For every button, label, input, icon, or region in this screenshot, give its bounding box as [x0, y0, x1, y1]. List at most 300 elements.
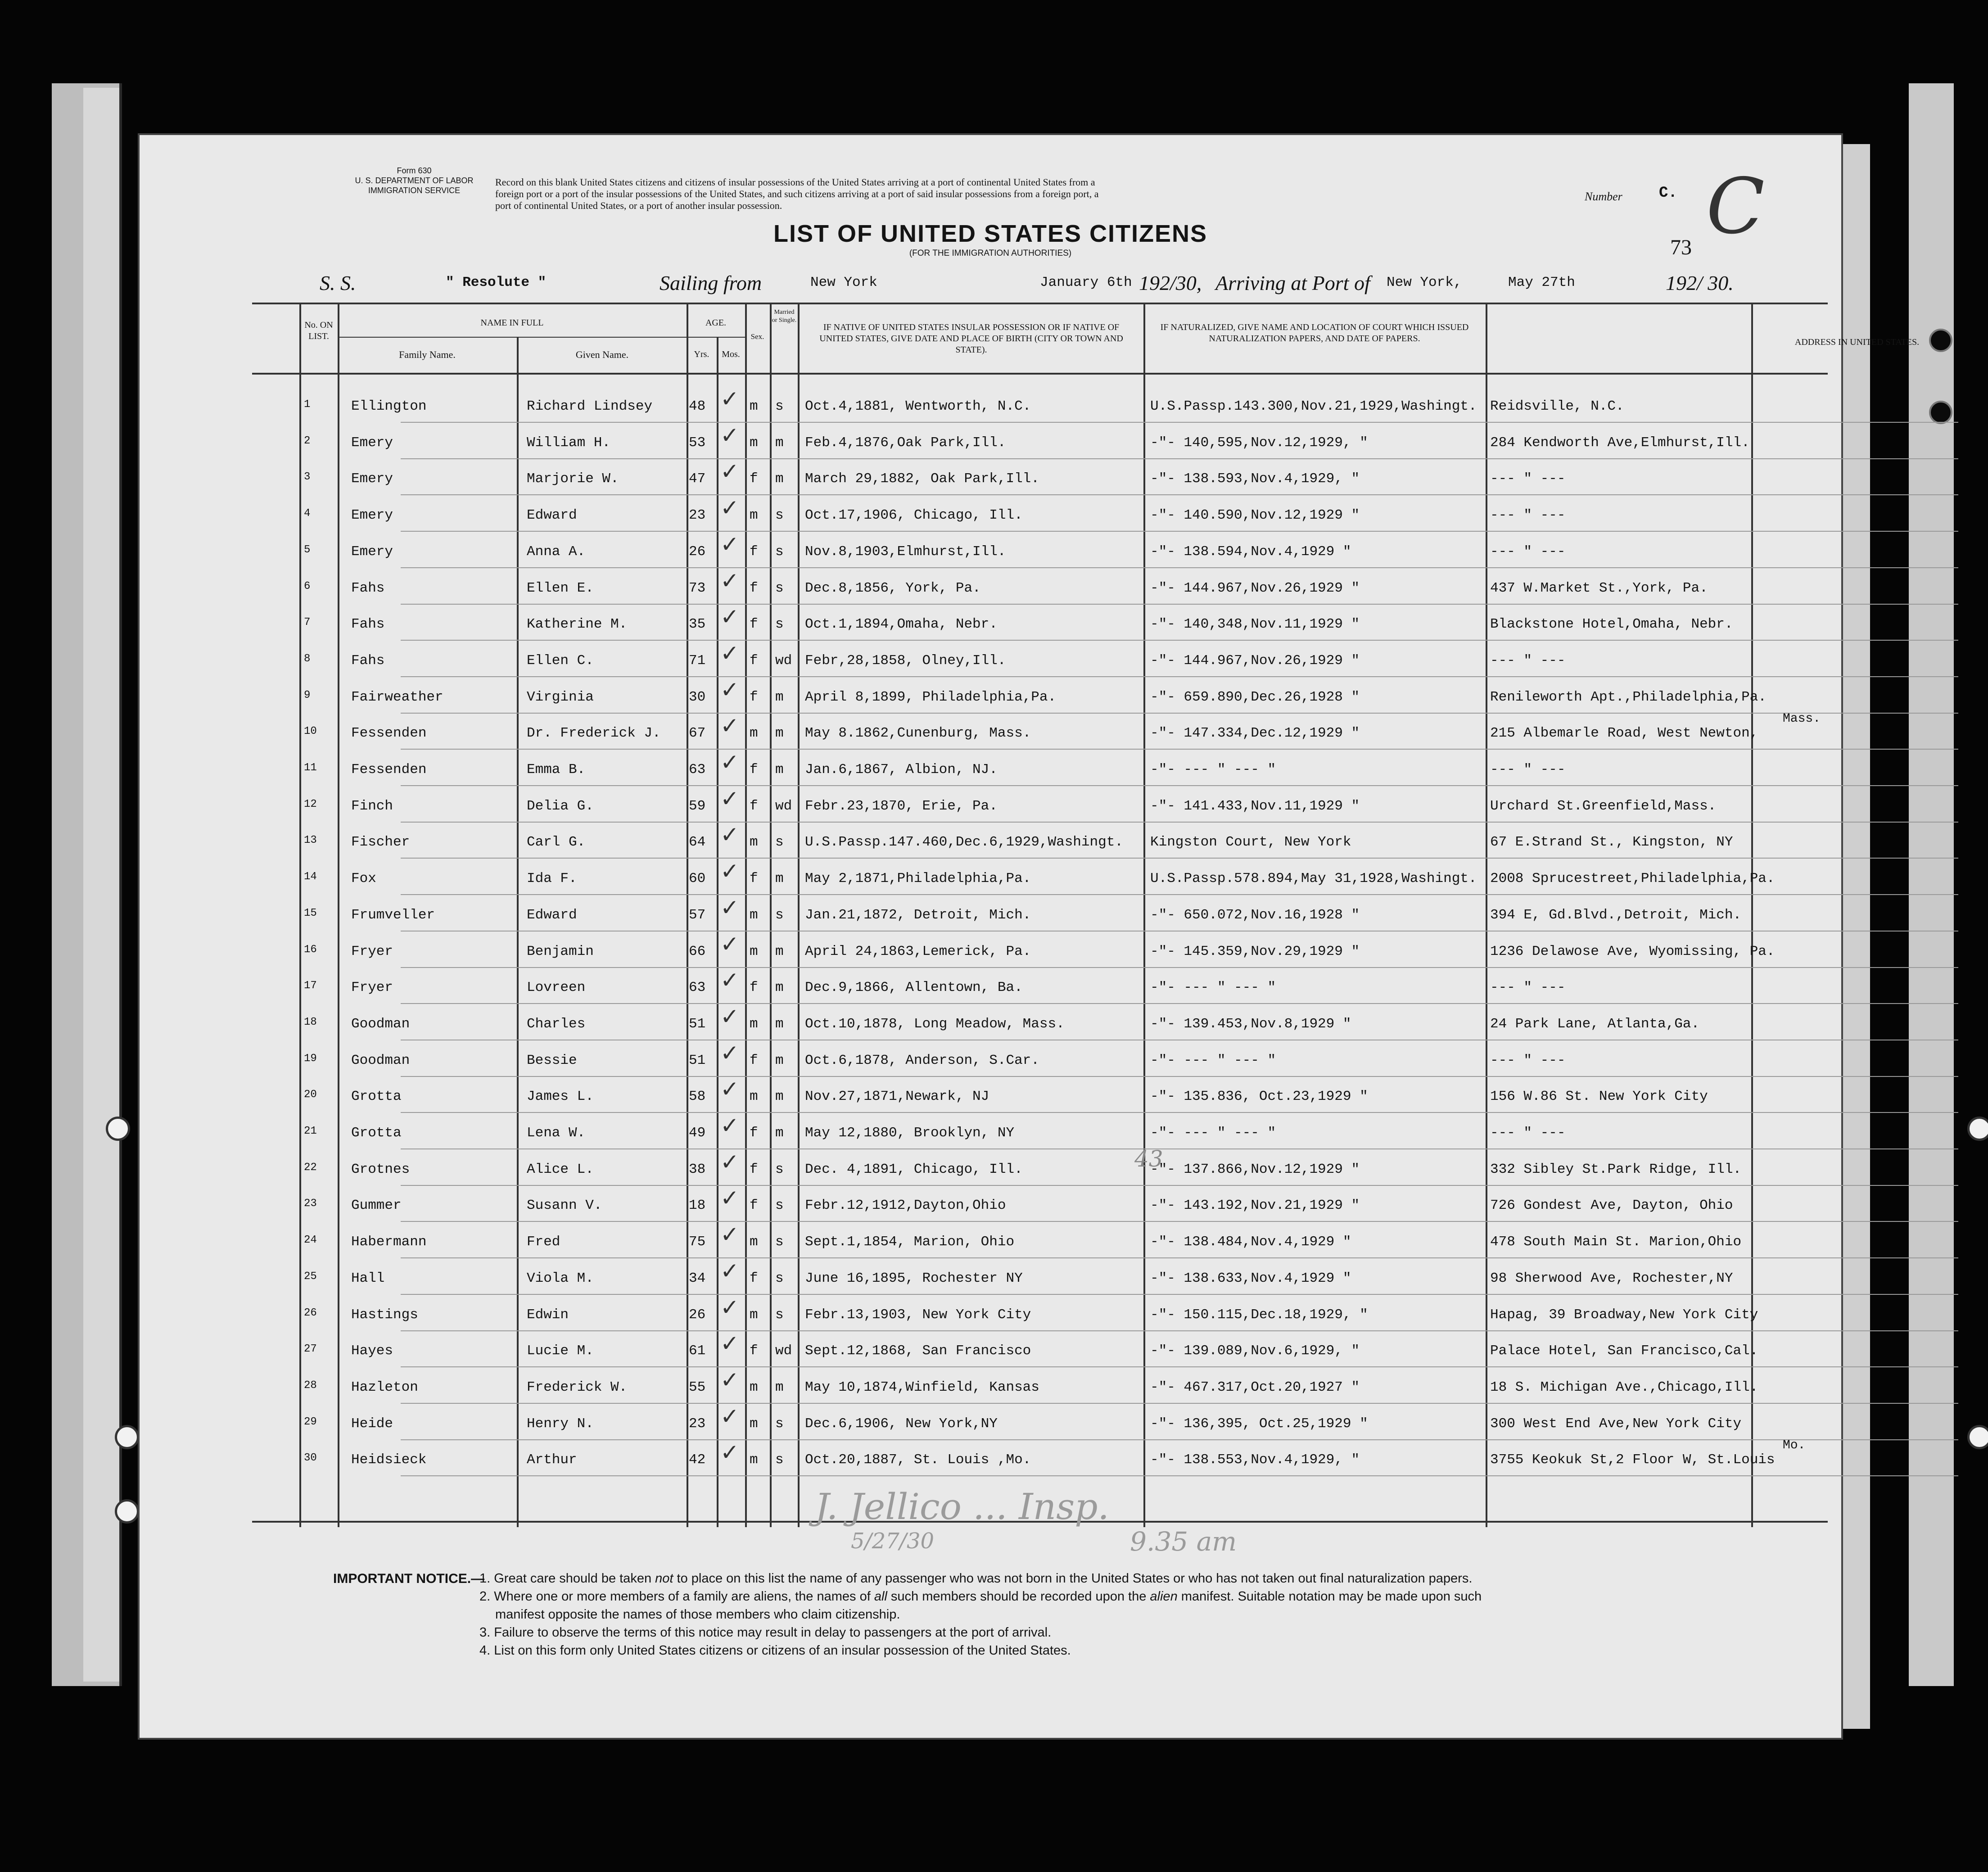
marital-status: s	[775, 1234, 784, 1250]
marital-status: m	[775, 1016, 784, 1032]
given-name: Emma B.	[527, 762, 586, 778]
given-name: Henry N.	[527, 1415, 594, 1432]
row-rule	[401, 422, 1958, 423]
check-mark: ✓	[720, 1149, 739, 1175]
notice-emphasis: alien	[1150, 1589, 1178, 1604]
given-name: Dr. Frederick J.	[527, 725, 661, 742]
ship-name: " Resolute "	[446, 275, 547, 290]
row-number: 21	[304, 1125, 317, 1137]
age-years: 38	[689, 1161, 706, 1177]
age-years: 23	[689, 507, 706, 524]
family-name: Fessenden	[351, 725, 427, 742]
birth-info: Nov.27,1871,Newark, NJ	[805, 1089, 989, 1105]
birth-info: Dec.6,1906, New York,NY	[805, 1415, 998, 1432]
birth-info: Febr.23,1870, Erie, Pa.	[805, 798, 998, 814]
birth-info: Oct.1,1894,Omaha, Nebr.	[805, 616, 998, 633]
check-mark: ✓	[720, 1439, 739, 1466]
address: 394 E, Gd.Blvd.,Detroit, Mich.	[1490, 907, 1742, 923]
given-name: Bessie	[527, 1052, 577, 1068]
page-title: LIST OF UNITED STATES CITIZENS	[773, 220, 1207, 247]
row-number: 15	[304, 907, 317, 919]
address: --- " ---	[1490, 471, 1566, 487]
page-stack-edge	[1841, 144, 1870, 1729]
given-name: Lena W.	[527, 1125, 586, 1141]
naturalization-info: -"- 144.967,Nov.26,1929 "	[1150, 652, 1360, 669]
row-number: 4	[304, 507, 311, 520]
age-years: 48	[689, 398, 706, 414]
sail-year: 192/30,	[1139, 271, 1202, 294]
age-years: 55	[689, 1379, 706, 1395]
age-years: 34	[689, 1270, 706, 1286]
sex: f	[750, 762, 758, 778]
marital-status: wd	[775, 798, 792, 814]
address: 2008 Sprucestreet,Philadelphia,Pa.	[1490, 871, 1775, 887]
address: Palace Hotel, San Francisco,Cal.	[1490, 1343, 1758, 1359]
family-name: Fryer	[351, 980, 393, 996]
address: 98 Sherwood Ave, Rochester,NY	[1490, 1270, 1733, 1286]
address: 332 Sibley St.Park Ridge, Ill.	[1490, 1161, 1742, 1177]
margin-mark: 43	[1134, 1146, 1163, 1172]
col-divider	[1143, 303, 1145, 1527]
address: Urchard St.Greenfield,Mass.	[1490, 798, 1717, 814]
row-number: 14	[304, 871, 317, 883]
header-name-in-full: NAME IN FULL	[480, 318, 544, 328]
marital-status: s	[775, 1161, 784, 1177]
row-number: 11	[304, 762, 317, 774]
check-mark: ✓	[720, 822, 739, 848]
check-mark: ✓	[720, 1330, 739, 1357]
row-number: 9	[304, 689, 311, 701]
naturalization-info: -"- 138.553,Nov.4,1929, "	[1150, 1452, 1360, 1468]
marital-status: wd	[775, 1343, 792, 1359]
inspector-signature: J. Jellico ... Insp.	[815, 1486, 1109, 1528]
birth-info: May 12,1880, Brooklyn, NY	[805, 1125, 1015, 1141]
birth-info: Febr,28,1858, Olney,Ill.	[805, 652, 1006, 669]
col-divider	[745, 303, 747, 1527]
given-name: William H.	[527, 434, 611, 451]
sheet-number: 73	[1670, 235, 1692, 259]
address: --- " ---	[1490, 1052, 1566, 1068]
arriving-label: Arriving at Port of	[1215, 271, 1370, 294]
row-rule	[401, 785, 1958, 786]
row-rule	[401, 458, 1958, 459]
sex: m	[750, 1016, 758, 1032]
row-rule	[401, 1403, 1958, 1404]
marital-status: s	[775, 1307, 784, 1323]
naturalization-info: -"- --- " --- "	[1150, 980, 1276, 996]
notice-heading: IMPORTANT NOTICE.—	[333, 1571, 485, 1586]
birth-info: June 16,1895, Rochester NY	[805, 1270, 1023, 1286]
row-rule	[401, 1076, 1958, 1077]
row-rule	[401, 1221, 1958, 1222]
birth-info: Sept.12,1868, San Francisco	[805, 1343, 1031, 1359]
age-years: 30	[689, 689, 706, 705]
row-number: 1	[304, 398, 311, 411]
check-mark: ✓	[720, 1112, 739, 1139]
marital-status: m	[775, 471, 784, 487]
naturalization-info: -"- 467.317,Oct.20,1927 "	[1150, 1379, 1360, 1395]
birth-info: Dec.9,1866, Allentown, Ba.	[805, 980, 1023, 996]
given-name: Virginia	[527, 689, 594, 705]
row-number: 12	[304, 798, 317, 810]
check-mark: ✓	[720, 386, 739, 412]
naturalization-info: -"- 139.453,Nov.8,1929 "	[1150, 1016, 1351, 1032]
marital-status: m	[775, 762, 784, 778]
col-divider	[299, 303, 301, 1527]
row-number: 28	[304, 1379, 317, 1392]
check-mark: ✓	[720, 1003, 739, 1030]
birth-info: Oct.20,1887, St. Louis ,Mo.	[805, 1452, 1031, 1468]
address: 215 Albemarle Road, West Newton,	[1490, 725, 1758, 742]
sex: f	[750, 871, 758, 887]
marital-status: s	[775, 507, 784, 524]
age-years: 26	[689, 543, 706, 560]
birth-info: April 8,1899, Philadelphia,Pa.	[805, 689, 1057, 705]
arrival-port: New York,	[1387, 275, 1462, 290]
number-value: C.	[1659, 185, 1677, 202]
naturalization-info: -"- 138.633,Nov.4,1929 "	[1150, 1270, 1351, 1286]
marital-status: s	[775, 907, 784, 923]
given-name: Anna A.	[527, 543, 586, 560]
header-naturalized: IF NATURALIZED, GIVE NAME AND LOCATION OF COURT WHICH ISSUED NATURALIZATION PAPERS, AND DATE OF PAPERS.	[1160, 322, 1469, 344]
marital-status: m	[775, 725, 784, 742]
marital-status: m	[775, 434, 784, 451]
row-rule	[401, 676, 1958, 677]
naturalization-info: -"- --- " --- "	[1150, 1052, 1276, 1068]
row-rule	[401, 1330, 1958, 1331]
check-mark: ✓	[720, 531, 739, 557]
notice-item-3: 3. Failure to observe the terms of this notice may result in delay to passengers at the port of arrival.	[479, 1625, 1052, 1640]
birth-info: May 10,1874,Winfield, Kansas	[805, 1379, 1039, 1395]
sex: f	[750, 471, 758, 487]
table-top-border	[252, 303, 1828, 304]
check-mark: ✓	[720, 1076, 739, 1103]
marital-status: m	[775, 943, 784, 959]
binder-hole	[1967, 1425, 1988, 1449]
naturalization-info: -"- 659.890,Dec.26,1928 "	[1150, 689, 1360, 705]
address: Renileworth Apt.,Philadelphia,Pa.	[1490, 689, 1767, 705]
naturalization-info: -"- 150.115,Dec.18,1929, "	[1150, 1307, 1368, 1323]
given-name: Ida F.	[527, 871, 577, 887]
family-name: Grotta	[351, 1089, 402, 1105]
page-subtitle: (FOR THE IMMIGRATION AUTHORITIES)	[909, 249, 1072, 258]
row-number: 30	[304, 1452, 317, 1465]
address: --- " ---	[1490, 543, 1566, 560]
col-divider	[338, 303, 339, 1527]
col-divider	[1486, 303, 1487, 1527]
birth-info: Febr.13,1903, New York City	[805, 1307, 1031, 1323]
row-number: 24	[304, 1234, 317, 1247]
family-name: Frumveller	[351, 907, 435, 923]
col-divider	[717, 337, 718, 1527]
department: U. S. DEPARTMENT OF LABOR	[355, 176, 474, 185]
naturalization-info: -"- 147.334,Dec.12,1929 "	[1150, 725, 1360, 742]
header-mos: Mos.	[722, 349, 740, 359]
age-years: 73	[689, 580, 706, 596]
row-rule	[401, 1112, 1958, 1113]
notice-text: to place on this list the name of any passenger who was not born in the United States or who has not taken out final naturalization papers.	[673, 1571, 1473, 1586]
binder-hole	[106, 1117, 130, 1141]
family-name: Habermann	[351, 1234, 427, 1250]
age-years: 67	[689, 725, 706, 742]
marital-status: m	[775, 980, 784, 996]
sex: m	[750, 398, 758, 414]
given-name: Delia G.	[527, 798, 594, 814]
address: Reidsville, N.C.	[1490, 398, 1624, 414]
sex: m	[750, 943, 758, 959]
row-rule	[401, 494, 1958, 495]
age-years: 18	[689, 1198, 706, 1214]
age-years: 51	[689, 1016, 706, 1032]
address: --- " ---	[1490, 762, 1566, 778]
sex: m	[750, 1089, 758, 1105]
address: 3755 Keokuk St,2 Floor W, St.Louis	[1490, 1452, 1775, 1468]
family-name: Fahs	[351, 580, 385, 596]
notice-text: 1. Great care should be taken	[479, 1571, 655, 1586]
address: 18 S. Michigan Ave.,Chicago,Ill.	[1490, 1379, 1758, 1395]
notice-item-4: 4. List on this form only United States citizens or citizens of an insular possession of the United States.	[479, 1643, 1071, 1658]
marital-status: m	[775, 1089, 784, 1105]
notice-text: manifest. Suitable notation may be made upon such	[1177, 1589, 1482, 1604]
naturalization-info: Kingston Court, New York	[1150, 834, 1351, 850]
header-address: ADDRESS IN UNITED STATES.	[1794, 337, 1920, 347]
birth-info: Dec.8,1856, York, Pa.	[805, 580, 981, 596]
marital-status: s	[775, 543, 784, 560]
naturalization-info: -"- 138.594,Nov.4,1929 "	[1150, 543, 1351, 560]
birth-info: Oct.10,1878, Long Meadow, Mass.	[805, 1016, 1065, 1032]
row-number: 20	[304, 1089, 317, 1101]
row-number: 8	[304, 652, 311, 665]
left-binder-page-edge	[83, 88, 119, 1682]
sex: m	[750, 1452, 758, 1468]
row-number: 6	[304, 580, 311, 592]
given-name: Arthur	[527, 1452, 577, 1468]
family-name: Ellington	[351, 398, 427, 414]
naturalization-info: -"- 144.967,Nov.26,1929 "	[1150, 580, 1360, 596]
marital-status: m	[775, 1379, 784, 1395]
age-years: 35	[689, 616, 706, 633]
birth-info: Oct.4,1881, Wentworth, N.C.	[805, 398, 1031, 414]
instructions-line: Record on this blank United States citizens and citizens of insular possessions of the United States arriving at a port of continental United States from a	[495, 176, 1095, 188]
service: IMMIGRATION SERVICE	[368, 186, 461, 195]
binder-hole	[115, 1425, 139, 1449]
header-bottom-border	[252, 373, 1828, 375]
birth-info: Dec. 4,1891, Chicago, Ill.	[805, 1161, 1023, 1177]
row-rule	[401, 749, 1958, 750]
given-name: Susann V.	[527, 1198, 602, 1214]
naturalization-info: -"- 136,395, Oct.25,1929 "	[1150, 1415, 1368, 1432]
check-mark: ✓	[720, 749, 739, 775]
header-yrs: Yrs.	[694, 349, 709, 359]
family-name: Hazleton	[351, 1379, 418, 1395]
row-number: 29	[304, 1415, 317, 1428]
given-name: James L.	[527, 1089, 594, 1105]
given-name: Charles	[527, 1016, 586, 1032]
sex: m	[750, 1307, 758, 1323]
sex: f	[750, 798, 758, 814]
notice-text: 2. Where one or more members of a family are aliens, the names of	[479, 1589, 874, 1604]
birth-info: U.S.Passp.147.460,Dec.6,1929,Washingt.	[805, 834, 1123, 850]
check-mark: ✓	[720, 931, 739, 957]
birth-info: Jan.21,1872, Detroit, Mich.	[805, 907, 1031, 923]
row-number: 5	[304, 543, 311, 556]
naturalization-info: -"- --- " --- "	[1150, 762, 1276, 778]
marital-status: s	[775, 834, 784, 850]
family-name: Finch	[351, 798, 393, 814]
address-note: Mass.	[1783, 712, 1821, 726]
naturalization-info: -"- 650.072,Nov.16,1928 "	[1150, 907, 1360, 923]
instructions-line: foreign port or a port of the insular possessions of the United States, and such citizens arriving at a port of said insular possessions from a foreign port, a	[495, 188, 1099, 199]
birth-info: April 24,1863,Lemerick, Pa.	[805, 943, 1031, 959]
sex: f	[750, 980, 758, 996]
naturalization-info: -"- 141.433,Nov.11,1929 "	[1150, 798, 1360, 814]
sex: f	[750, 543, 758, 560]
family-name: Goodman	[351, 1016, 410, 1032]
binder-hole	[115, 1499, 139, 1524]
row-number: 23	[304, 1198, 317, 1210]
birth-info: Nov.8,1903,Elmhurst,Ill.	[805, 543, 1006, 560]
family-name: Heide	[351, 1415, 393, 1432]
age-years: 42	[689, 1452, 706, 1468]
marital-status: m	[775, 1052, 784, 1068]
check-mark: ✓	[720, 785, 739, 812]
row-number: 10	[304, 725, 317, 738]
check-mark: ✓	[720, 894, 739, 921]
address: 437 W.Market St.,York, Pa.	[1490, 580, 1708, 596]
given-name: Lovreen	[527, 980, 586, 996]
sex: f	[750, 1343, 758, 1359]
sex: m	[750, 725, 758, 742]
birth-info: May 8.1862,Cunenburg, Mass.	[805, 725, 1031, 742]
address: --- " ---	[1490, 652, 1566, 669]
sex: f	[750, 1270, 758, 1286]
check-mark: ✓	[720, 713, 739, 739]
marital-status: s	[775, 616, 784, 633]
address: 67 E.Strand St., Kingston, NY	[1490, 834, 1733, 850]
ss-label: S. S.	[320, 271, 356, 294]
sailing-label: Sailing from	[660, 271, 762, 294]
check-mark: ✓	[720, 495, 739, 521]
row-rule	[401, 822, 1958, 823]
marital-status: m	[775, 871, 784, 887]
header-age: AGE.	[705, 318, 727, 328]
row-number: 18	[304, 1016, 317, 1028]
binder-hole	[1967, 1117, 1988, 1141]
header-given-name: Given Name.	[575, 349, 629, 360]
citizen-list-page	[140, 135, 1920, 1738]
family-name: Hayes	[351, 1343, 393, 1359]
age-years: 66	[689, 943, 706, 959]
address: Blackstone Hotel,Omaha, Nebr.	[1490, 616, 1733, 633]
age-years: 60	[689, 871, 706, 887]
age-years: 61	[689, 1343, 706, 1359]
naturalization-info: -"- 138.484,Nov.4,1929 "	[1150, 1234, 1351, 1250]
birth-info: Febr.12,1912,Dayton,Ohio	[805, 1198, 1006, 1214]
number-label: Number	[1585, 190, 1622, 203]
check-mark: ✓	[720, 858, 739, 885]
row-rule	[401, 640, 1958, 641]
family-name: Grotta	[351, 1125, 402, 1141]
birth-info: Jan.6,1867, Albion, NJ.	[805, 762, 998, 778]
notice-item-2	[479, 1589, 1482, 1604]
naturalization-info: -"- 143.192,Nov.21,1929 "	[1150, 1198, 1360, 1214]
marital-status: s	[775, 398, 784, 414]
instructions	[495, 176, 1099, 212]
sailing-from: New York	[810, 275, 877, 290]
col-divider	[798, 303, 800, 1527]
sex: f	[750, 1052, 758, 1068]
address: --- " ---	[1490, 1125, 1566, 1141]
family-name: Fahs	[351, 616, 385, 633]
family-name: Hastings	[351, 1307, 418, 1323]
given-name: Lucie M.	[527, 1343, 594, 1359]
form-id-block	[351, 166, 477, 195]
check-mark: ✓	[720, 1221, 739, 1248]
family-name: Fessenden	[351, 762, 427, 778]
naturalization-info: -"- 140.590,Nov.12,1929 "	[1150, 507, 1360, 524]
age-years: 23	[689, 1415, 706, 1432]
marital-status: s	[775, 1415, 784, 1432]
age-years: 47	[689, 471, 706, 487]
family-name: Goodman	[351, 1052, 410, 1068]
age-years: 71	[689, 652, 706, 669]
signature-date: 5/27/30	[851, 1528, 935, 1554]
arrival-year: 192/ 30.	[1666, 271, 1734, 294]
sex: f	[750, 616, 758, 633]
sex: f	[750, 1125, 758, 1141]
sail-date: January 6th	[1040, 275, 1132, 290]
row-rule	[401, 567, 1958, 568]
family-name: Fischer	[351, 834, 410, 850]
check-mark: ✓	[720, 676, 739, 703]
address: --- " ---	[1490, 980, 1566, 996]
family-name: Fairweather	[351, 689, 443, 705]
sex: f	[750, 689, 758, 705]
notice-item-1	[479, 1571, 1472, 1586]
check-mark: ✓	[720, 1040, 739, 1066]
col-divider	[770, 303, 772, 1527]
notice-emphasis: not	[655, 1571, 673, 1586]
given-name: Fred	[527, 1234, 560, 1250]
given-name: Edward	[527, 907, 577, 923]
row-rule	[401, 1439, 1958, 1440]
family-name: Fox	[351, 871, 376, 887]
marital-status: m	[775, 1125, 784, 1141]
naturalization-info: -"- 135.836, Oct.23,1929 "	[1150, 1089, 1368, 1105]
check-mark: ✓	[720, 967, 739, 994]
given-name: Edwin	[527, 1307, 569, 1323]
check-mark: ✓	[720, 1257, 739, 1284]
sex: m	[750, 434, 758, 451]
check-mark: ✓	[720, 1185, 739, 1212]
age-years: 63	[689, 980, 706, 996]
birth-info: May 2,1871,Philadelphia,Pa.	[805, 871, 1031, 887]
header-family-name: Family Name.	[399, 349, 456, 360]
family-name: Emery	[351, 471, 393, 487]
row-rule	[401, 531, 1958, 532]
naturalization-info: U.S.Passp.143.300,Nov.21,1929,Washingt.	[1150, 398, 1477, 414]
row-rule	[401, 1257, 1958, 1258]
birth-info: Oct.6,1878, Anderson, S.Car.	[805, 1052, 1039, 1068]
instructions-line: port of continental United States, or a port of another insular possession.	[495, 200, 782, 211]
arrival-date: May 27th	[1508, 275, 1575, 290]
signature-time: 9.35 am	[1130, 1526, 1237, 1557]
col-divider	[517, 337, 519, 1527]
check-mark: ✓	[720, 567, 739, 594]
row-number: 19	[304, 1052, 317, 1065]
header-birth: IF NATIVE OF UNITED STATES INSULAR POSSESSION OR IF NATIVE OF UNITED STATES, GIVE DATE AND PLACE OF BIRTH (CITY OR TOWN AND STATE).	[819, 322, 1123, 355]
family-name: Hall	[351, 1270, 385, 1286]
